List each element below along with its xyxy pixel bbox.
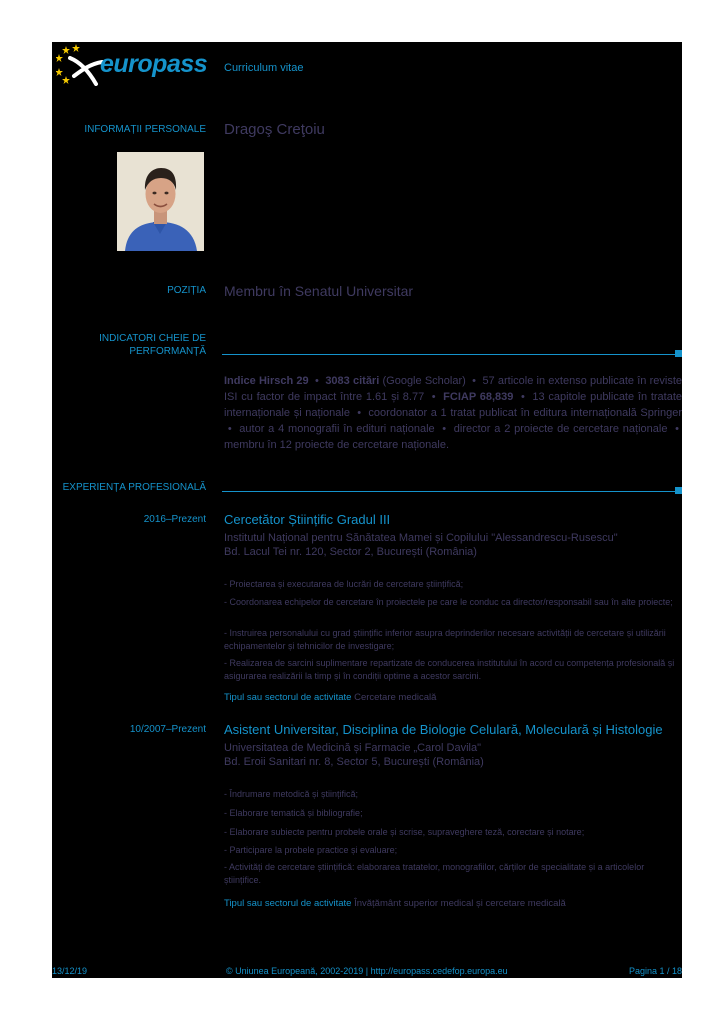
job-employer: Institutul Național pentru Sănătatea Mamei și Copilului "Alessandrescu-Rusescu" xyxy=(224,532,618,544)
eu-stars-icon xyxy=(56,44,106,86)
experience-section-rule xyxy=(222,491,677,492)
kpi-director: director a 2 proiecte de cercetare naționale xyxy=(453,423,668,435)
job-duty: - Îndrumare metodică și științifică; xyxy=(224,789,359,799)
kpi-hirsch: Indice Hirsch 29 xyxy=(224,375,309,387)
job-duty: - Coordonarea echipelor de cercetare în proiectele pe care le conduc ca director/responsabil sau în alte proiecte; xyxy=(224,597,673,607)
kpi-monographs: autor a 4 monografii în edituri naționale xyxy=(239,423,435,435)
job-address: Bd. Eroii Sanitari nr. 8, Sector 5, București (România) xyxy=(224,756,484,768)
job-sector-label: Tipul sau sectorul de activitate xyxy=(224,692,352,703)
job-sector-label: Tipul sau sectorul de activitate xyxy=(224,898,352,909)
kpi-member: membru în 12 proiecte de cercetare naționale. xyxy=(224,439,450,451)
europass-logo xyxy=(56,44,216,86)
kpi-section-rule xyxy=(222,354,677,355)
job-duty: - Elaborare subiecte pentru probele orale și scrise, supraveghere teză, corectare și notare; xyxy=(224,827,585,837)
footer-page-number: Pagina 1 / 18 xyxy=(628,966,682,976)
kpi-rule-marker xyxy=(675,350,682,357)
avatar xyxy=(117,152,204,251)
position-value: Membru în Senatul Universitar xyxy=(224,283,414,299)
job-address: Bd. Lacul Tei nr. 120, Sector 2, București (România) xyxy=(224,546,477,558)
job-sector xyxy=(224,898,566,909)
job-sector-value: Învățământ superior medical și cercetare medicală xyxy=(354,898,566,909)
job-duty: - Proiectarea și executarea de lucrări de cercetare științifică; xyxy=(224,579,464,589)
job-sector-value: Cercetare medicală xyxy=(354,692,437,703)
job-date: 10/2007–Prezent xyxy=(129,724,206,735)
kpi-label-line2: PERFORMANȚĂ xyxy=(129,346,206,357)
kpi-label-line1: INDICATORI CHEIE DE xyxy=(99,333,206,344)
job-duty: - Realizarea de sarcini suplimentare repartizate de conducerea institutului în acord cu competența profesională și asigurarea realizării la timp și în condiții optime a acestor sarcini. xyxy=(224,658,675,681)
footer-copyright: © Uniunea Europeană, 2002-2019 | http://europass.cedefop.europa.eu xyxy=(226,966,508,976)
kpi-fciap: FCIAP 68,839 xyxy=(443,391,514,403)
job-sector xyxy=(224,692,436,703)
kpi-articles: 57 articole in extenso publicate în reviste ISI cu factor de impact între 1.61 și 8.77 xyxy=(224,375,683,403)
job-duty: - Elaborare tematică și bibliografie; xyxy=(224,808,363,818)
job-title: Cercetător Științific Gradul III xyxy=(224,512,391,527)
experience-label: EXPERIENȚA PROFESIONALĂ xyxy=(62,482,206,493)
cv-title: Curriculum vitae xyxy=(224,62,304,74)
job-date: 2016–Prezent xyxy=(143,514,206,525)
job-duty: - Participare la probele practice și evaluare; xyxy=(224,845,398,855)
kpi-label xyxy=(54,332,206,358)
kpi-text: Indice Hirsch 29 • 3083 citări (Google Scholar) • 57 articole in extenso publicate în reviste ISI cu factor de impact între 1.61 și 8.77 • FCIAP 68,839 • 13 capitole publicate în tratate internaționale și naționale • coordonator a 1 tratat publicat în editura internațională Springer • autor a 4 monografii în edituri naționale • director a 2 proiecte de cercetare naționale • membru în 12 proiecte de cercetare naționale. xyxy=(224,375,683,451)
job-title: Asistent Universitar, Disciplina de Biologie Celulară, Moleculară și Histologie xyxy=(224,722,663,737)
kpi-citations-source: (Google Scholar) xyxy=(382,375,466,387)
job-employer: Universitatea de Medicină și Farmacie „Carol Davila" xyxy=(224,742,481,754)
kpi-coordinator: coordonator a 1 tratat publicat în editura internațională Springer xyxy=(368,407,682,419)
position-label: POZIȚIA xyxy=(167,285,206,296)
personal-info-label: INFORMAȚII PERSONALE xyxy=(84,124,206,135)
footer-date: 13/12/19 xyxy=(52,966,88,976)
kpi-chapters: 13 capitole publicate în tratate internaționale și naționale xyxy=(224,391,683,419)
europass-wordmark: europass xyxy=(100,50,208,78)
job-duty: - Instruirea personalului cu grad științific inferior asupra deprinderilor necesare activității de cercetare și utilizării echipamentelor și tehnicilor de investigare; xyxy=(224,628,666,651)
person-name: Dragoş Creţoiu xyxy=(224,121,325,138)
experience-rule-marker xyxy=(675,487,682,494)
job-duty: - Activități de cercetare științifică: elaborarea tratatelor, monografiilor, cărților de specialitate și a articolelor științifice. xyxy=(224,862,645,885)
kpi-citations: 3083 citări xyxy=(325,375,380,387)
